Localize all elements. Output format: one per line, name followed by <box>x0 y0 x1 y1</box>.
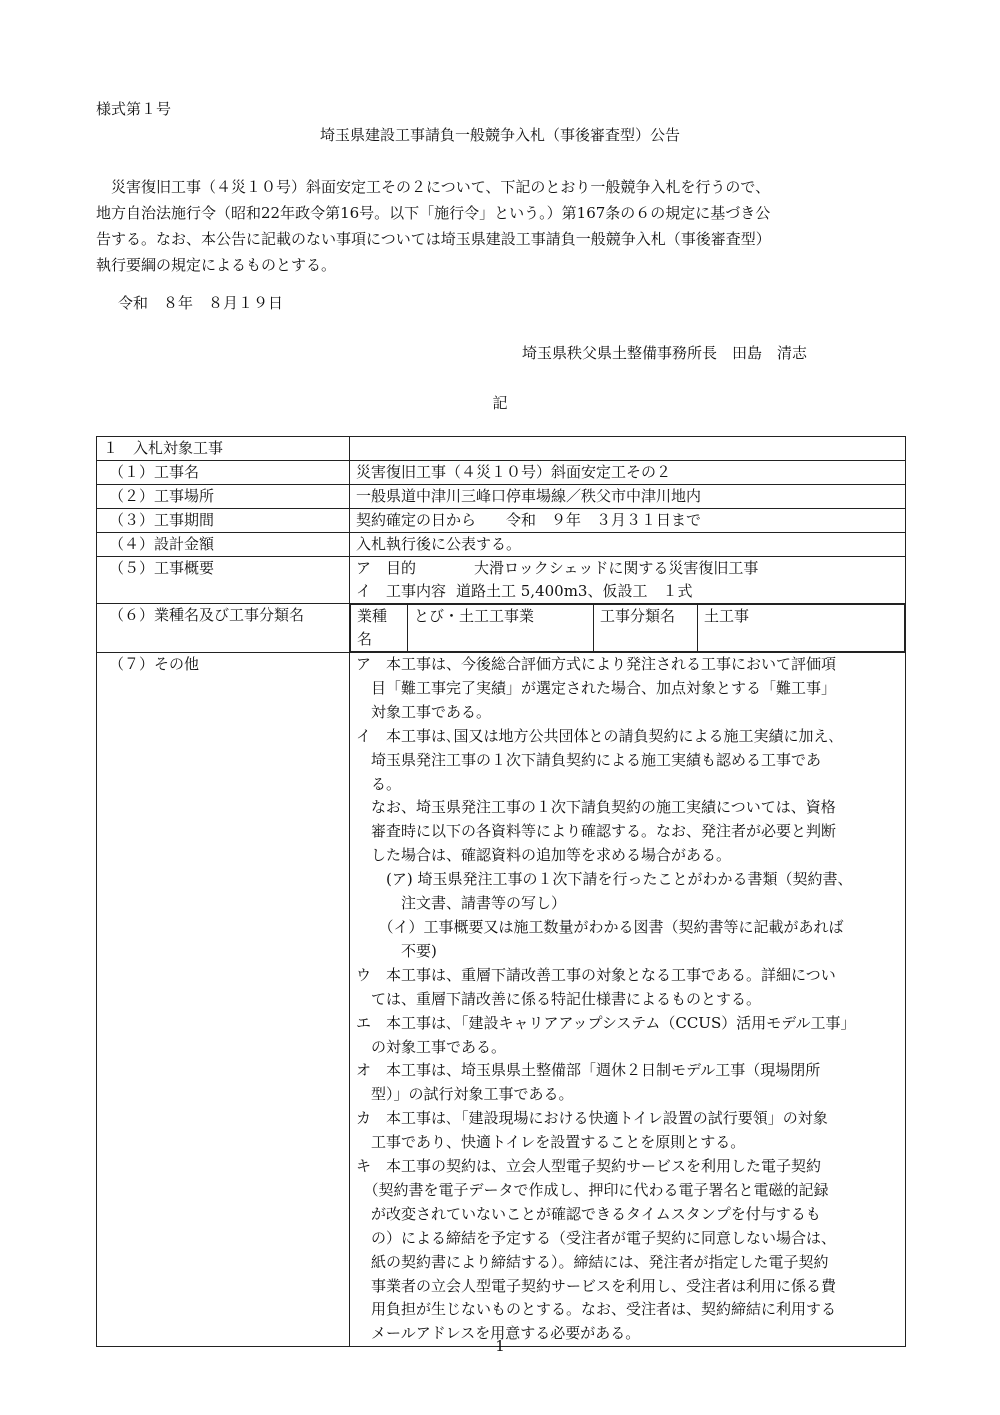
note-line: 工事であり、快適トイレを設置することを原則とする。 <box>356 1133 746 1152</box>
outline-key: イ 工事内容 <box>356 582 447 600</box>
classification-key: 工事分類名 <box>594 605 698 652</box>
note-line: 目「難工事完了実績」が選定された場合、加点対象とする「難工事」 <box>356 678 837 697</box>
table-cell <box>350 437 906 461</box>
row-label: （７）その他 <box>97 653 350 1347</box>
outline-content <box>356 580 899 603</box>
note-line: 事業者の立会人型電子契約サービスを利用し、受注者は利用に係る費 <box>356 1276 837 1295</box>
table-row <box>97 533 906 557</box>
note-line: 審査時に以下の各資料等により確認する。なお、発注者が必要と判断 <box>356 822 837 841</box>
intro-line: 地方自治法施行令（昭和22年政令第16号。以下「施行令」という。）第167条の６の規定に基づき公 <box>96 204 771 222</box>
outline-purpose <box>356 557 899 580</box>
table-row <box>97 557 906 604</box>
table-row <box>97 604 906 653</box>
row-label: （３）工事期間 <box>97 509 350 533</box>
row-value: 入札執行後に公表する。 <box>350 533 906 557</box>
table-row <box>97 485 906 509</box>
row-value: 契約確定の日から 令和 ９年 ３月３１日まで <box>350 509 906 533</box>
row-label: （２）工事場所 <box>97 485 350 509</box>
other-notes <box>356 653 899 1346</box>
note-line: 用負担が生じないものとする。なお、受注者は、契約締結に利用する <box>356 1300 837 1319</box>
note-line: (ア) 埼玉県発注工事の１次下請を行ったことがわかる書類（契約書、 <box>356 870 853 889</box>
note-line: （契約書を電子データで作成し、押印に代わる電子署名と電磁的記録 <box>356 1180 829 1199</box>
classification-table <box>350 604 905 652</box>
note-line: キ 本工事の契約は、立会人型電子契約サービスを利用した電子契約 <box>356 1157 822 1176</box>
note-line: 紙の契約書により締結する）。締結には、発注者が指定した電子契約 <box>356 1252 829 1271</box>
note-line: の対象工事である。 <box>356 1037 507 1056</box>
table-row <box>97 437 906 461</box>
note-line: ウ 本工事は、重層下請改善工事の対象となる工事である。詳細につい <box>356 965 836 984</box>
row-label: （４）設計金額 <box>97 533 350 557</box>
outline-value: 大滑ロックシェッドに関する災害復旧工事 <box>474 559 759 577</box>
outline-value: 道路土工 5,400m3、仮設工 １式 <box>456 582 693 600</box>
classification-value: 土工事 <box>698 605 905 652</box>
table-row <box>97 461 906 485</box>
bid-target-table <box>96 436 906 1347</box>
classification-key: 業種名 <box>351 605 408 652</box>
form-number: 様式第１号 <box>96 100 172 118</box>
document-title: 埼玉県建設工事請負一般競争入札（事後審査型）公告 <box>319 126 680 144</box>
classification-value: とび・土工工事業 <box>408 605 594 652</box>
issuer: 埼玉県秩父県土整備事務所長 田島 清志 <box>522 344 808 362</box>
note-line: の）による締結を予定する（受注者が電子契約に同意しない場合は、 <box>356 1228 837 1247</box>
row-value <box>350 653 906 1347</box>
intro-line: 執行要綱の規定によるものとする。 <box>96 256 337 274</box>
row-label: （１）工事名 <box>97 461 350 485</box>
note-line: カ 本工事は､「建設現場における快適トイレ設置の試行要領」の対象 <box>356 1109 828 1128</box>
page-number: 1 <box>495 1337 505 1355</box>
note-line: した場合は、確認資料の追加等を求める場合がある。 <box>356 846 732 865</box>
note-line: が改変されていないことが確認できるタイムスタンプを付与するも <box>356 1204 821 1223</box>
note-line: イ 本工事は､国又は地方公共団体との請負契約による施工実績に加え､ <box>356 726 837 745</box>
intro-line: 告する。なお、本公告に記載のない事項については埼玉県建設工事請負一般競争入札（事後審査型） <box>96 230 771 248</box>
note-line: 注文書、請書等の写し） <box>356 894 567 913</box>
outline-key: ア 目的 <box>356 559 417 577</box>
note-line: 対象工事である。 <box>356 702 492 721</box>
row-value <box>350 604 906 653</box>
note-line: 型）」の試行対象工事である。 <box>356 1085 574 1104</box>
note-line: オ 本工事は、埼玉県県土整備部「週休２日制モデル工事（現場閉所 <box>356 1061 821 1080</box>
table-row <box>97 509 906 533</box>
row-label: （６）業種名及び工事分類名 <box>97 604 350 653</box>
note-line: （イ）工事概要又は施工数量がわかる図書（契約書等に記載があれば <box>356 917 844 936</box>
note-line: ては、重層下請改善に係る特記仕様書によるものとする。 <box>356 989 762 1008</box>
row-value: 災害復旧工事（４災１０号）斜面安定工その２ <box>350 461 906 485</box>
note-line: ア 本工事は、今後総合評価方式により発注される工事において評価項 <box>356 655 837 673</box>
note-line: なお、埼玉県発注工事の１次下請負契約の施工実績については、資格 <box>356 798 836 817</box>
notice-date: 令和 ８年 ８月１９日 <box>118 294 284 312</box>
note-line: 埼玉県発注工事の１次下請負契約による施工実績も認める工事であ <box>356 750 822 769</box>
ki-heading: 記 <box>492 394 508 412</box>
note-line: エ 本工事は､「建設キャリアアップシステム（CCUS）活用モデル工事」 <box>356 1013 856 1032</box>
intro-paragraph <box>96 174 916 278</box>
row-value: 一般県道中津川三峰口停車場線／秩父市中津川地内 <box>350 485 906 509</box>
section-heading: １ 入札対象工事 <box>97 437 350 461</box>
table-row <box>97 653 906 1347</box>
note-line: 不要) <box>356 941 437 960</box>
note-line: メールアドレスを用意する必要がある。 <box>356 1324 641 1343</box>
intro-line: 災害復旧工事（４災１０号）斜面安定工その２について、下記のとおり一般競争入札を行うので、 <box>96 178 771 196</box>
row-value <box>350 557 906 604</box>
row-label: （５）工事概要 <box>97 557 350 604</box>
note-line: る。 <box>356 774 402 793</box>
